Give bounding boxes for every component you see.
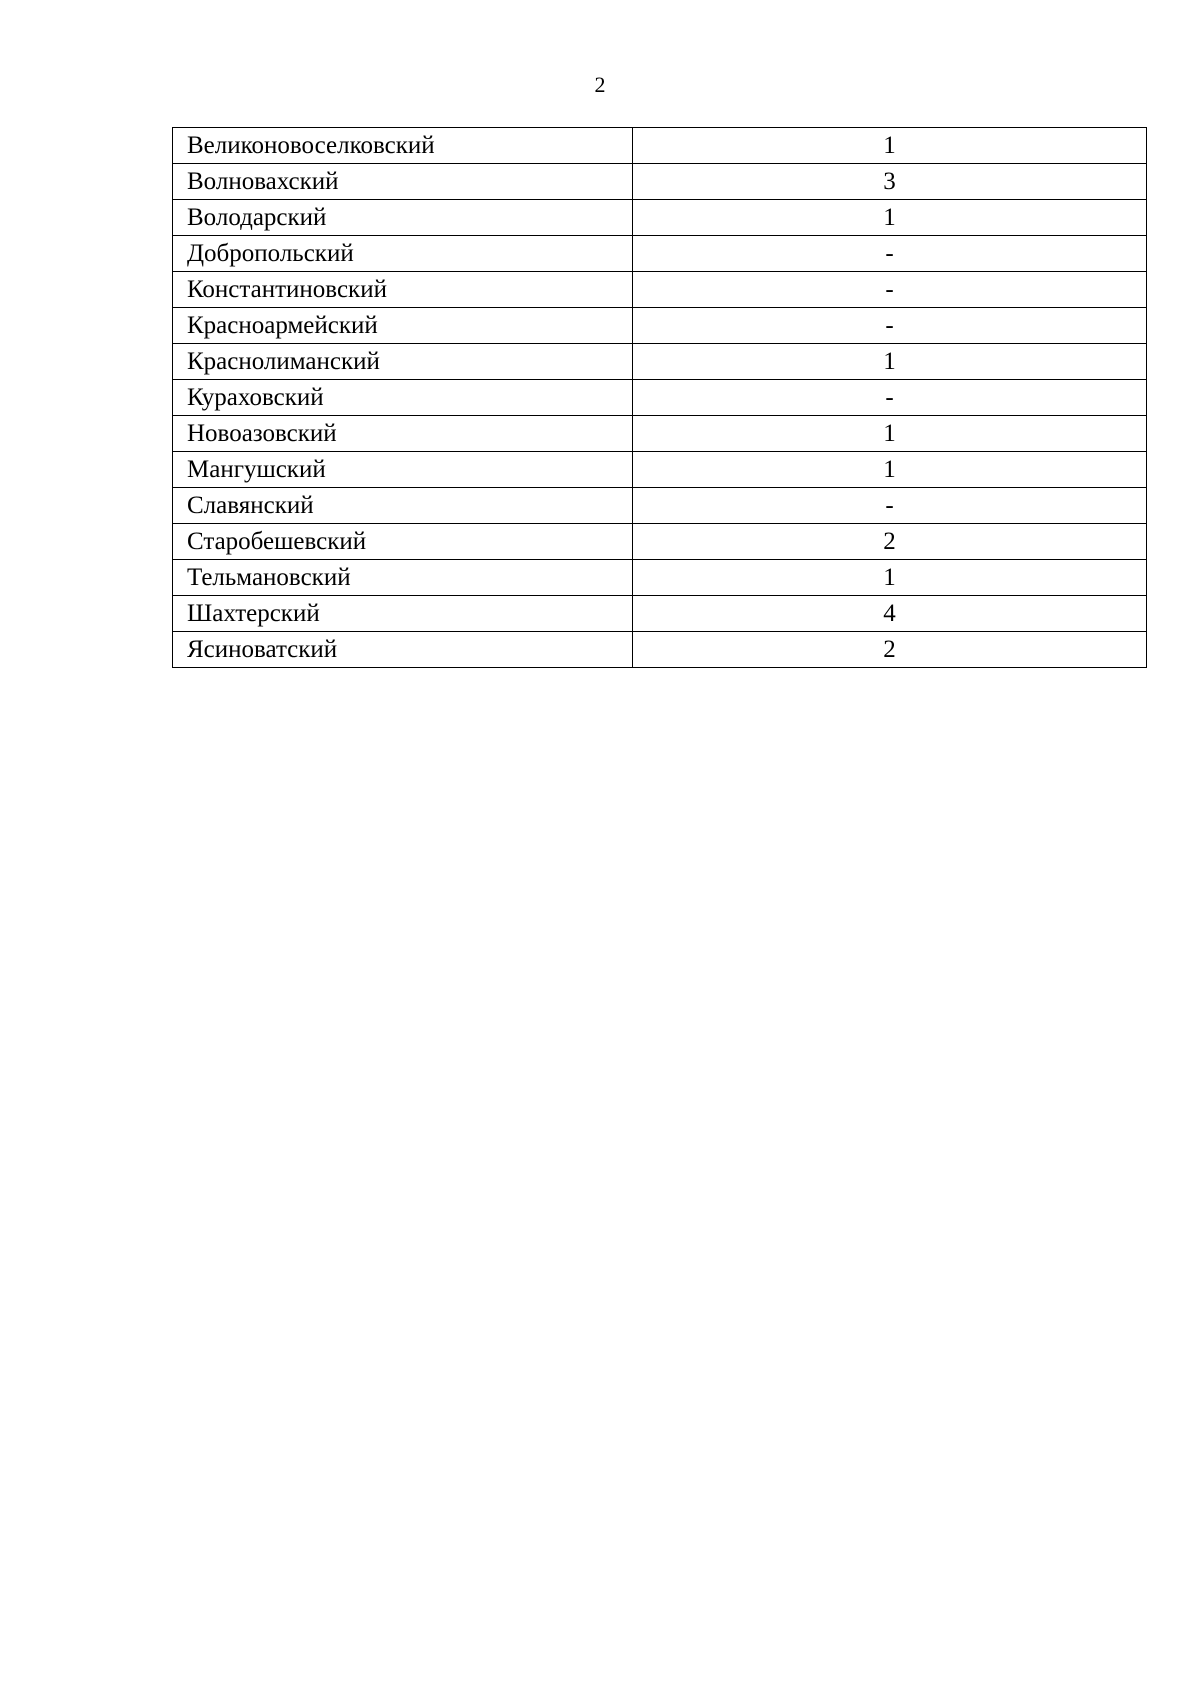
district-name: Добропольский [173,236,633,272]
district-value: 3 [633,164,1147,200]
district-name: Новоазовский [173,416,633,452]
table-row [173,596,1147,632]
table-row [173,560,1147,596]
table-row [173,236,1147,272]
page-number: 2 [594,72,606,97]
table-row [173,200,1147,236]
district-value: 2 [633,524,1147,560]
district-value: 2 [633,632,1147,668]
district-value: 1 [633,344,1147,380]
table-row [173,164,1147,200]
district-name: Великоновоселковский [173,128,633,164]
district-value: - [633,488,1147,524]
table-row [173,488,1147,524]
district-name: Старобешевский [173,524,633,560]
district-name: Константиновский [173,272,633,308]
table-row [173,416,1147,452]
table-row [173,452,1147,488]
district-name: Краснолиманский [173,344,633,380]
district-value: - [633,236,1147,272]
district-name: Мангушский [173,452,633,488]
district-value: 1 [633,560,1147,596]
district-name: Красноармейский [173,308,633,344]
table-row [173,128,1147,164]
district-value: 1 [633,416,1147,452]
district-value: 1 [633,128,1147,164]
table-row [173,632,1147,668]
district-value: 1 [633,200,1147,236]
table-row [173,308,1147,344]
table-row [173,524,1147,560]
district-name: Волновахский [173,164,633,200]
table-row [173,272,1147,308]
table-row [173,344,1147,380]
district-name: Шахтерский [173,596,633,632]
district-name: Славянский [173,488,633,524]
district-name: Тельмановский [173,560,633,596]
district-name: Володарский [173,200,633,236]
district-value: 4 [633,596,1147,632]
district-name: Кураховский [173,380,633,416]
district-value: - [633,380,1147,416]
table-row [173,380,1147,416]
district-table [172,127,1147,668]
district-name: Ясиноватский [173,632,633,668]
district-value: 1 [633,452,1147,488]
district-value: - [633,272,1147,308]
district-value: - [633,308,1147,344]
